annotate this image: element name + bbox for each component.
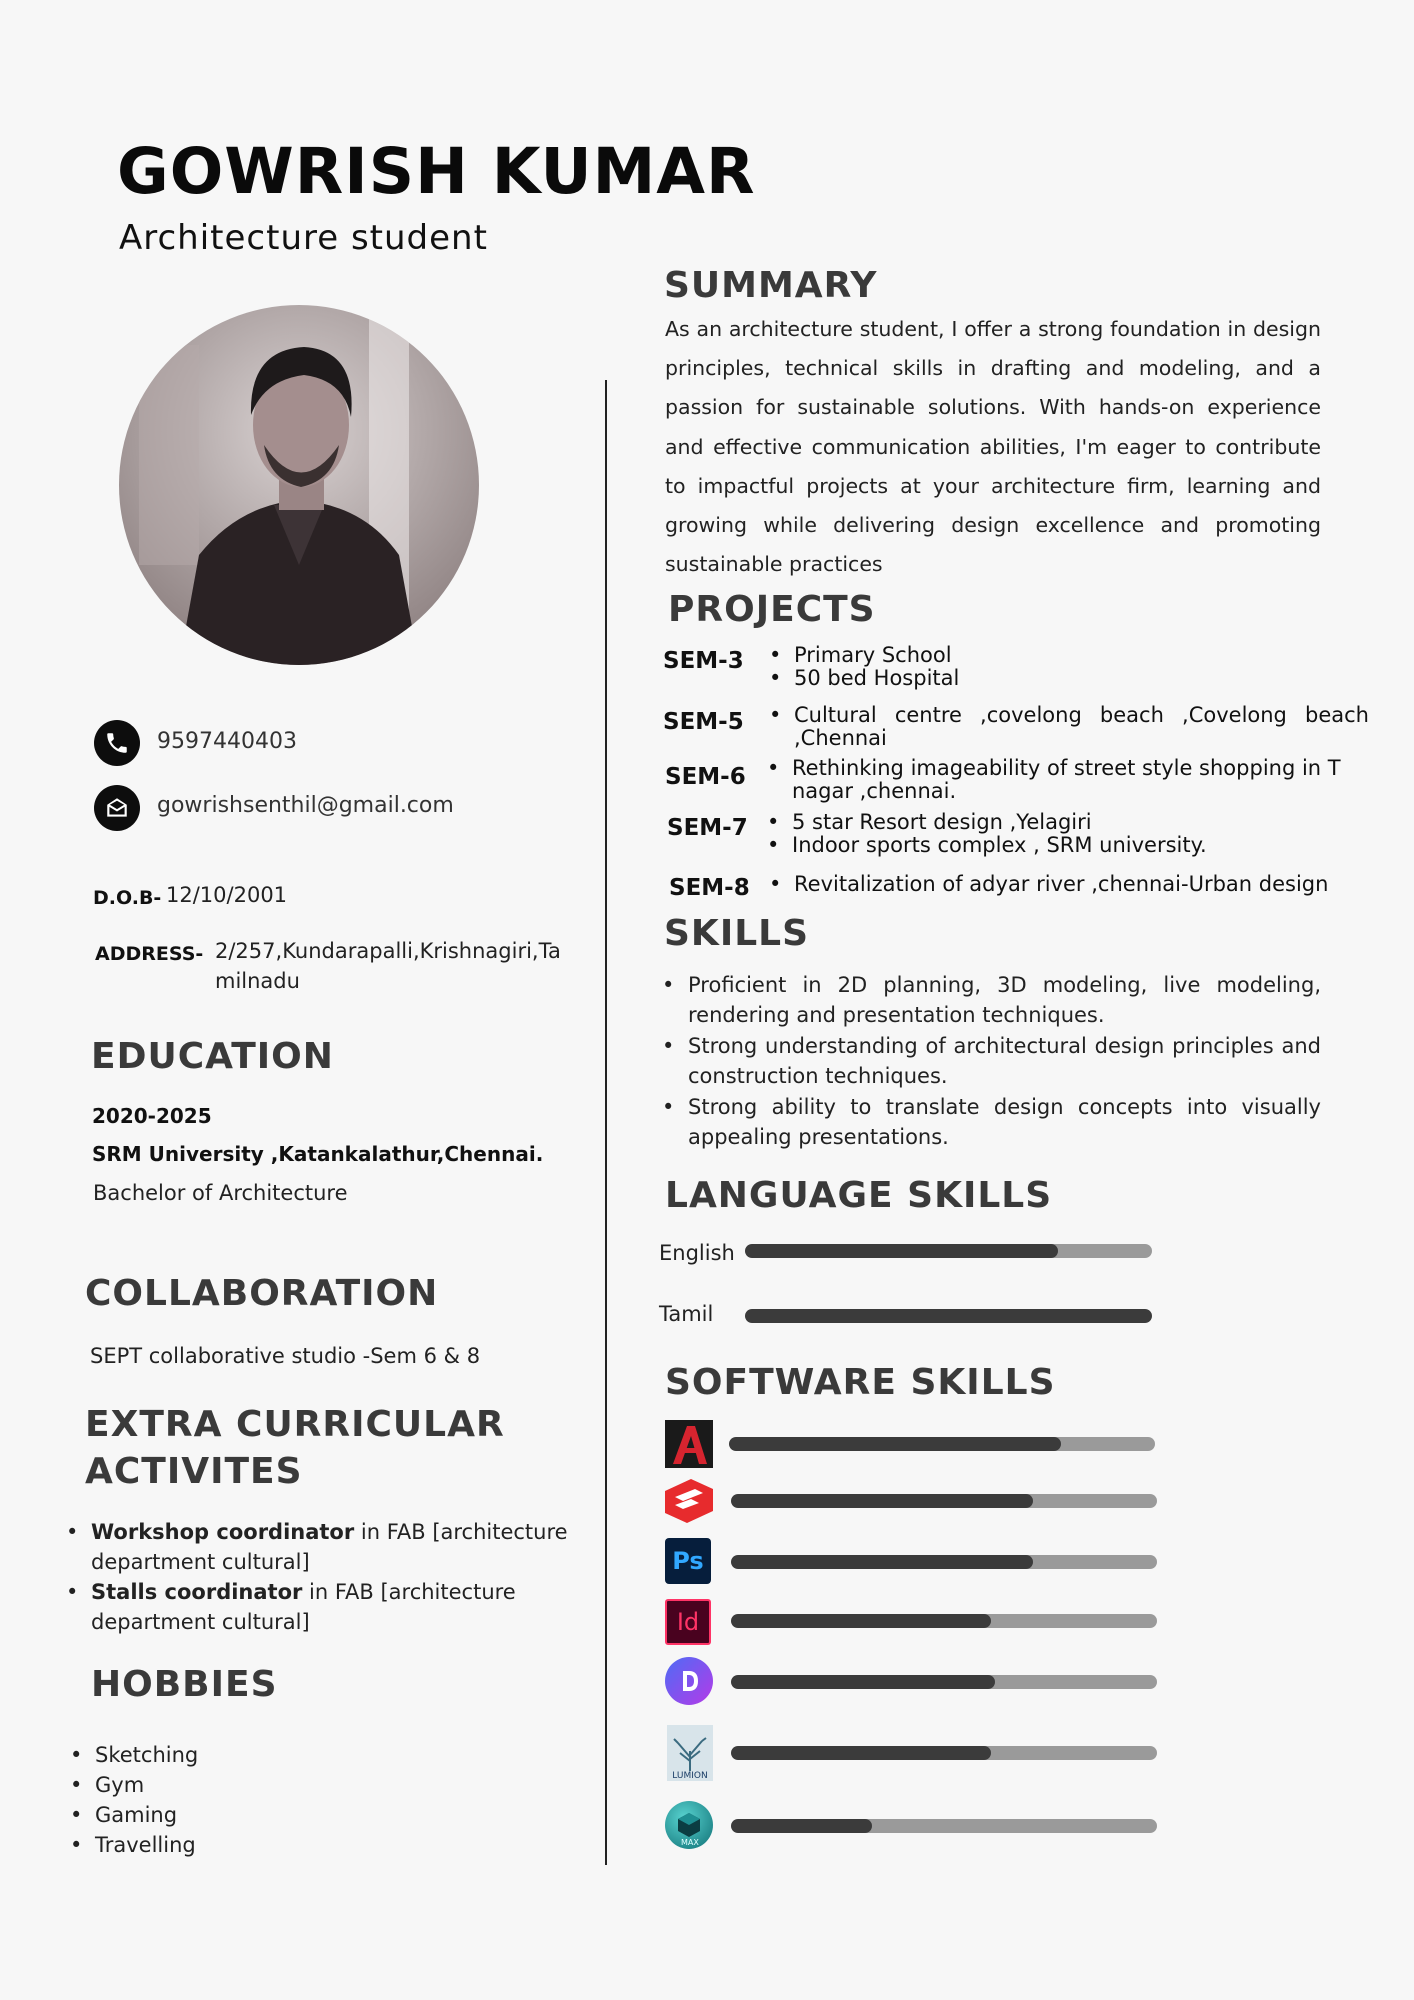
extra-list bbox=[91, 1517, 587, 1637]
project-item-cont: nagar ,chennai. bbox=[792, 779, 957, 803]
profile-photo bbox=[119, 305, 479, 665]
software-bar-fill bbox=[731, 1675, 995, 1689]
list-item bbox=[91, 1517, 587, 1547]
candidate-name: GOWRISH KUMAR bbox=[117, 135, 756, 208]
indesign-icon bbox=[665, 1599, 711, 1645]
software-bar-fill bbox=[731, 1494, 1033, 1508]
education-years: 2020-2025 bbox=[92, 1104, 212, 1128]
software-bar-fill bbox=[729, 1437, 1061, 1451]
list-item: • Strong understanding of architectural design principles and construction techniques. bbox=[688, 1031, 1321, 1091]
language-bar-tamil bbox=[745, 1309, 1152, 1323]
software-bar-fill bbox=[731, 1555, 1033, 1569]
summary-heading: SUMMARY bbox=[664, 265, 878, 306]
software-bar bbox=[731, 1555, 1157, 1569]
software-bar-fill bbox=[731, 1819, 872, 1833]
project-item: • Cultural centre ,covelong beach ,Covelong beach bbox=[794, 704, 1369, 727]
email-icon bbox=[94, 785, 140, 831]
project-item-cont: ,Chennai bbox=[794, 726, 887, 750]
email-address[interactable]: gowrishsenthil@gmail.com bbox=[157, 793, 454, 818]
collaboration-heading: COLLABORATION bbox=[85, 1273, 439, 1314]
extra-item-bold: Workshop coordinator bbox=[91, 1520, 355, 1544]
project-item: • Revitalization of adyar river ,chennai-Urban design bbox=[794, 873, 1328, 896]
indesign-icon-text: Id bbox=[676, 1608, 700, 1636]
language-skills-heading: LANGUAGE SKILLS bbox=[665, 1175, 1053, 1216]
autocad-icon bbox=[665, 1420, 713, 1468]
software-bar bbox=[731, 1494, 1157, 1508]
project-sem-label: SEM-8 bbox=[669, 875, 750, 901]
project-item: • 50 bed Hospital bbox=[794, 667, 959, 690]
list-item: • Gym bbox=[95, 1770, 198, 1800]
phone-icon bbox=[94, 720, 140, 766]
project-sem-label: SEM-3 bbox=[663, 648, 744, 674]
software-bar bbox=[729, 1437, 1155, 1451]
language-name: English bbox=[659, 1241, 735, 1265]
sketchup-icon bbox=[661, 1475, 717, 1527]
language-bar-fill bbox=[745, 1244, 1058, 1258]
d5-render-icon bbox=[665, 1657, 713, 1705]
project-item: • Primary School bbox=[794, 644, 952, 667]
list-item bbox=[91, 1577, 587, 1607]
phone-number: 9597440403 bbox=[157, 729, 297, 754]
skills-heading: SKILLS bbox=[664, 913, 810, 954]
extra-item-text-cont: department cultural] bbox=[91, 1610, 310, 1634]
project-item: • Rethinking imageability of street style shopping in T bbox=[792, 757, 1341, 780]
extra-item-text-cont: department cultural] bbox=[91, 1550, 310, 1574]
education-heading: EDUCATION bbox=[91, 1036, 334, 1077]
extra-heading-line1: EXTRA CURRICULAR bbox=[85, 1404, 505, 1445]
project-sem-label: SEM-7 bbox=[667, 815, 748, 841]
software-bar-fill bbox=[731, 1614, 991, 1628]
software-bar bbox=[731, 1614, 1157, 1628]
candidate-role: Architecture student bbox=[119, 218, 488, 258]
summary-text: As an architecture student, I offer a strong foundation in design principles, technical skills in drafting and modeling, and a passion for sustainable solutions. With hands-on experience and effective communication abilities, I'm eager to contribute to impactful projects at your architecture firm, learning and growing while delivering design excellence and promoting sustainable practices bbox=[665, 317, 1321, 577]
list-item: • Proficient in 2D planning, 3D modeling, live modeling, rendering and presentation techniques. bbox=[688, 970, 1321, 1030]
language-bar-english bbox=[745, 1244, 1152, 1258]
lumion-icon bbox=[667, 1725, 713, 1781]
dob-value: 12/10/2001 bbox=[166, 883, 288, 907]
language-bar-fill bbox=[745, 1309, 1152, 1323]
language-name: Tamil bbox=[659, 1302, 714, 1326]
list-item: • Travelling bbox=[95, 1830, 198, 1860]
software-bar-fill bbox=[731, 1746, 991, 1760]
lumion-icon-text: LUMION bbox=[672, 1771, 708, 1781]
list-item: • Gaming bbox=[95, 1800, 198, 1830]
list-item: • Sketching bbox=[95, 1740, 198, 1770]
dob-label: D.O.B- bbox=[93, 887, 162, 909]
photoshop-icon-text: Ps bbox=[672, 1547, 704, 1575]
skills-list bbox=[688, 970, 1321, 1153]
extra-item-text: in FAB [architecture bbox=[354, 1520, 568, 1544]
hobbies-list bbox=[95, 1740, 198, 1860]
address-line2: milnadu bbox=[215, 969, 300, 993]
collaboration-text: SEPT collaborative studio -Sem 6 & 8 bbox=[90, 1344, 481, 1368]
education-school: SRM University ,Katankalathur,Chennai. bbox=[92, 1142, 544, 1166]
software-bar bbox=[731, 1819, 1157, 1833]
3ds-max-icon-text: MAX bbox=[681, 1838, 699, 1847]
hobbies-heading: HOBBIES bbox=[91, 1664, 278, 1705]
project-item: • 5 star Resort design ,Yelagiri bbox=[792, 811, 1092, 834]
address-label: ADDRESS- bbox=[95, 943, 204, 965]
software-skills-heading: SOFTWARE SKILLS bbox=[665, 1362, 1056, 1403]
projects-heading: PROJECTS bbox=[668, 589, 876, 630]
software-bar bbox=[731, 1675, 1157, 1689]
software-bar bbox=[731, 1746, 1157, 1760]
project-item: • Indoor sports complex , SRM university. bbox=[792, 834, 1207, 857]
list-item: • Strong ability to translate design concepts into visually appealing presentations. bbox=[688, 1092, 1321, 1152]
extra-item-bold: Stalls coordinator bbox=[91, 1580, 303, 1604]
address-line1: 2/257,Kundarapalli,Krishnagiri,Ta bbox=[215, 939, 561, 963]
extra-heading-line2: ACTIVITES bbox=[85, 1451, 303, 1492]
education-degree: Bachelor of Architecture bbox=[93, 1181, 348, 1205]
project-sem-label: SEM-5 bbox=[663, 709, 744, 735]
photoshop-icon bbox=[665, 1538, 711, 1584]
column-divider bbox=[605, 380, 607, 1865]
extra-item-text: in FAB [architecture bbox=[302, 1580, 516, 1604]
project-sem-label: SEM-6 bbox=[665, 764, 746, 790]
